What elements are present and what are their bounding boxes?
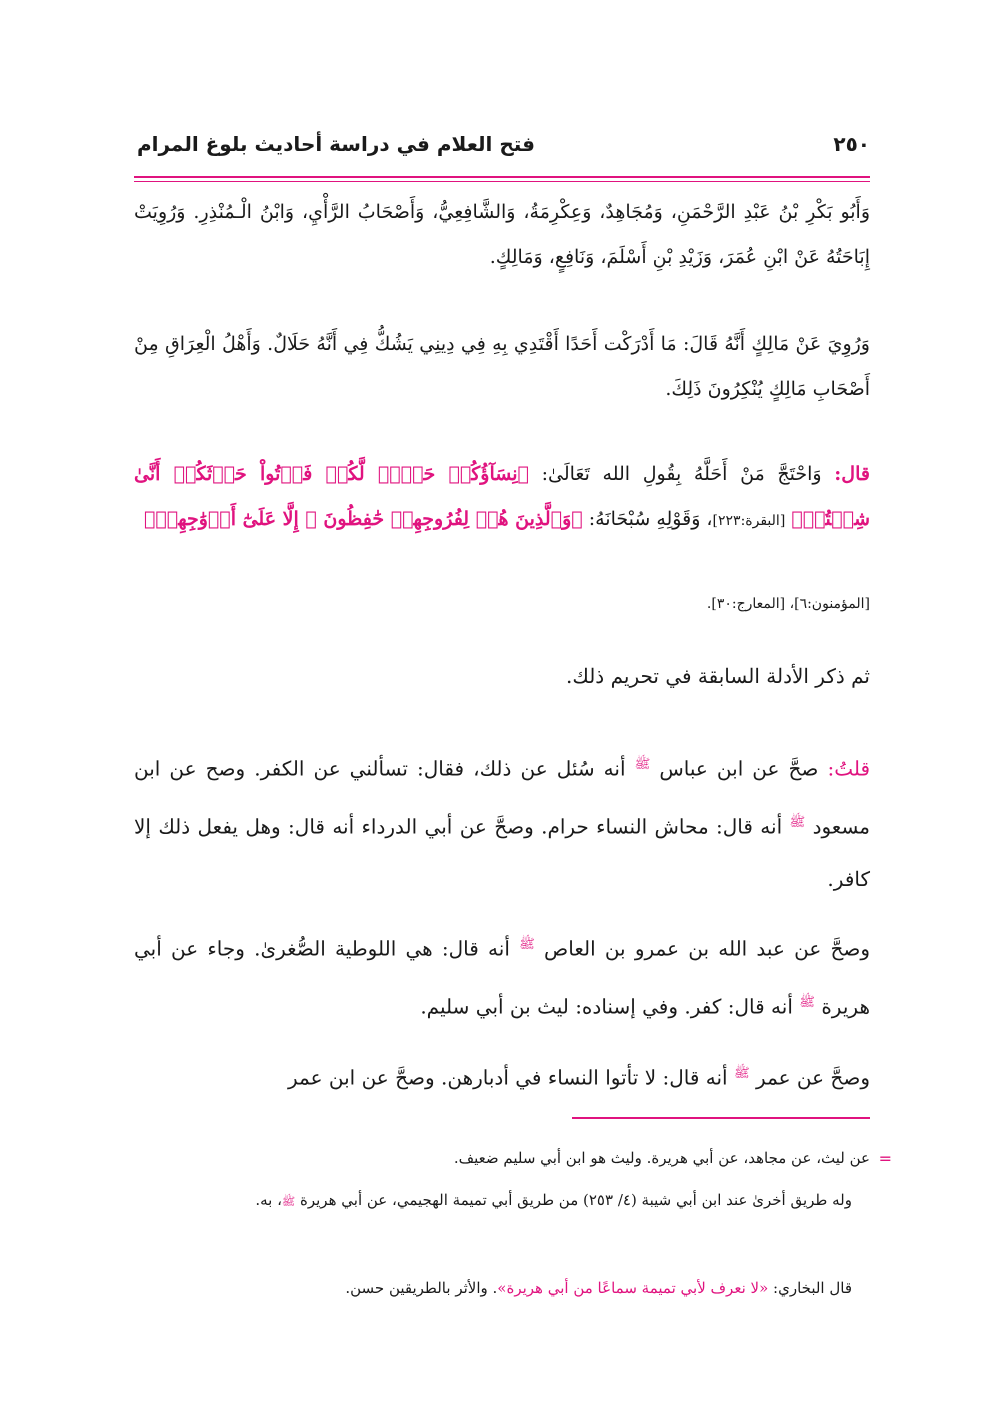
honorific-sign: ﷺ (733, 1066, 750, 1081)
p7-s2: أنه قال: لا تأتوا النساء في أدبارهن. وصحَّ عن ابن عمر (287, 1065, 728, 1090)
paragraph-6 (134, 918, 870, 1033)
qal-label: قال: (834, 463, 870, 485)
paragraph-2 (134, 322, 870, 412)
quran-ref-1: [البقرة:٢٢٣] (712, 513, 786, 529)
p6-s1: وصحَّ عن عبد الله بن عمرو بن العاص (544, 936, 871, 961)
footnote-3-a: قال البخاري: (773, 1279, 852, 1297)
footnote-3-b: . والأثر بالطريقين حسن. (345, 1279, 498, 1297)
p6-s3: أنه قال: كفر. وفي إسناده: ليث بن أبي سليم. (420, 994, 793, 1019)
paragraph-4 (134, 650, 870, 703)
p5-s1: صحَّ عن ابن عباس (659, 756, 819, 781)
footnote-1 (134, 1145, 892, 1172)
book-title: فتح العلام في دراسة أحاديث بلوغ المرام (136, 132, 535, 156)
p7-s1: وصحَّ عن عمر (756, 1065, 870, 1090)
honorific-sign: ﷺ (281, 1195, 296, 1208)
paragraph-7 (134, 1047, 870, 1105)
footnote-continuation-mark: = (878, 1149, 892, 1168)
p5-s3: أنه قال: محاش النساء حرام. وصحَّ عن أبي الدرداء أنه قال: وهل يفعل ذلك إلا كافر. (134, 814, 870, 892)
p6-s2: أنه قال: هي اللوطية الصُّغرىٰ. وجاء عن أبي هريرة (134, 936, 870, 1019)
quran-ref-2: [المؤمنون:٦]، [المعارج:٣٠]. (706, 596, 870, 612)
paragraph-1 (134, 190, 870, 280)
footnote-separator (572, 1117, 870, 1119)
footnote-1-text: عن ليث، عن مجاهد، عن أبي هريرة. وليث هو ابن أبي سليم ضعيف. (453, 1149, 870, 1167)
quran-verse-2: ﴿وَٱلَّذِينَ هُمۡ لِفُرُوجِهِمۡ حَٰفِظُونَ ۞ إِلَّا عَلَىٰٓ أَزۡوَٰجِهِمۡ﴾ (144, 508, 583, 530)
paragraph-3 (134, 452, 870, 544)
qultu-label: قلتُ: (827, 756, 871, 781)
honorific-sign: ﷺ (634, 757, 651, 772)
paragraph-1-text: وَأَبُو بَكْرِ بْنُ عَبْدِ الرَّحْمَنِ، وَمُجَاهِدٌ، وَعِكْرِمَةُ، وَالشَّافِعِيُّ، وَأَصْحَابُ الرَّأْيِ، وَابْنُ الْـمُنْذِرِ. وَرُوِيَتْ إِبَاحَتُهُ عَنْ ابْنِ عُمَرَ، وَزَيْدِ بْنِ أَسْلَمَ، وَنَافِعٍ، وَمَالِكٍ. (134, 201, 870, 268)
page-header (134, 128, 870, 168)
honorific-sign: ﷺ (789, 814, 806, 830)
paragraph-4-text: ثم ذكر الأدلة السابقة في تحريم ذلك. (566, 664, 870, 688)
footnote-2-end: ، به. (255, 1191, 282, 1209)
page-number: ٢٥٠ (833, 132, 870, 156)
honorific-sign: ﷺ (799, 994, 815, 1010)
p5-s2: أنه سُئل عن ذلك، فقال: تسألني عن الكفر. وصح عن ابن مسعود (134, 756, 871, 839)
paragraph-5 (134, 738, 870, 906)
header-rule-top (134, 176, 870, 178)
honorific-sign: ﷺ (519, 937, 535, 952)
footnote-3-quote: «لا نعرف لأبي تميمة سماعًا من أبي هريرة» (497, 1279, 769, 1297)
footnote-2-text: وله طريق أخرىٰ عند ابن أبي شيبة (٤/ ٢٥٣) من طريق أبي تميمة الهجيمي، عن أبي هريرة (300, 1191, 852, 1209)
header-rule-bottom (134, 181, 870, 182)
p3-text1: وَاحْتَجَّ مَنْ أَحَلَّهُ بِقُولِ الله تَعَالَىٰ: (541, 463, 822, 485)
footnote-2 (134, 1187, 870, 1215)
quran-verse-1: ﴿نِسَآؤُكُمۡ حَرۡثٞ لَّكُمۡ فَأۡتُواْ حَرۡثَكُمۡ أَنَّىٰ شِئۡتُمۡ﴾ (134, 463, 870, 530)
p3-text2: ، وَقَوْلِهِ سُبْحَانَهُ: (588, 508, 713, 530)
footnote-3 (134, 1275, 870, 1302)
paragraph-2-text: وَرُوِيَ عَنْ مَالِكٍ أَنَّهُ قَالَ: مَا أَدْرَكْت أَحَدًا أَقْتَدِي بِهِ فِي دِينِي يَشُكُّ فِي أَنَّهُ حَلَالٌ. وَأَهْلُ الْعِرَاقِ مِنْ أَصْحَابِ مَالِكٍ يُنْكِرُونَ ذَلِكَ. (134, 333, 870, 400)
